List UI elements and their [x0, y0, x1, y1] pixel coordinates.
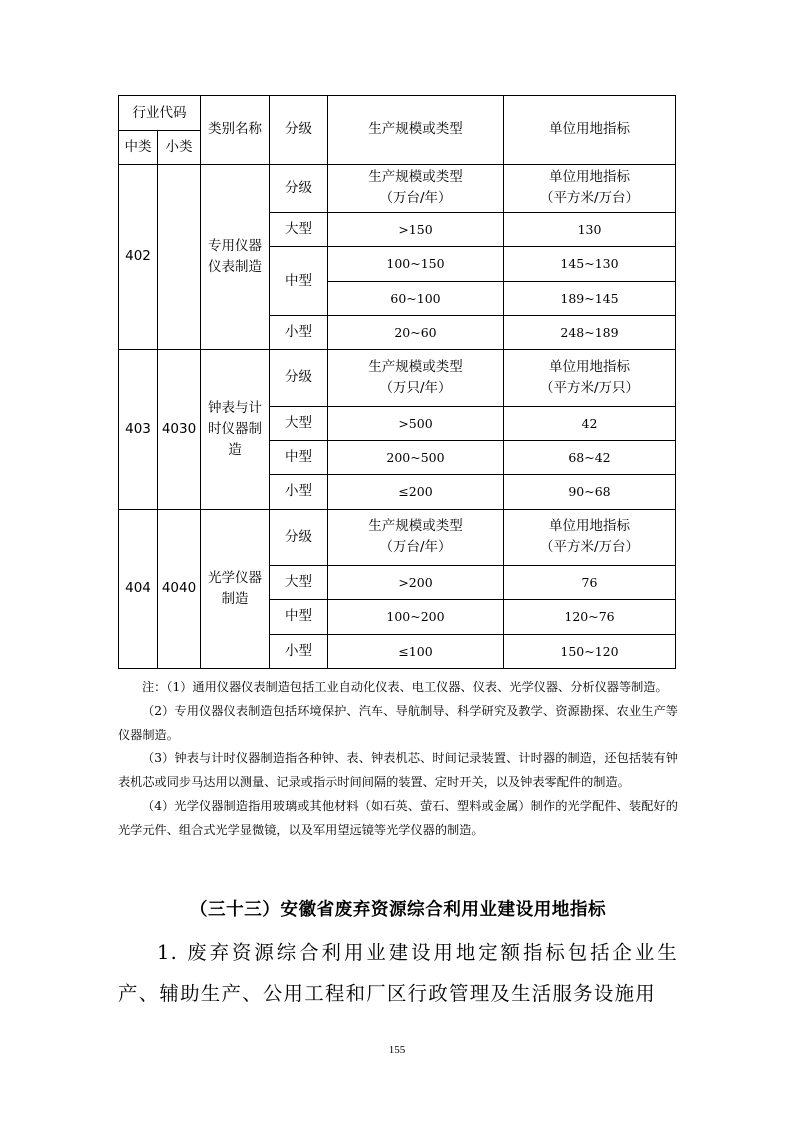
sub-header-index: 单位用地指标 （平方米/万只）	[504, 350, 676, 406]
scale-cell: >150	[328, 213, 504, 247]
scale-cell: 100~200	[328, 600, 504, 634]
sub-header-scale: 生产规模或类型 （万只/年）	[328, 350, 504, 406]
note-2: （2）专用仪器仪表制造包括环境保护、汽车、导航制导、科学研究及教学、资源勘探、农业生产等仪器制造。	[118, 703, 678, 742]
section-heading: （三十三）安徽省废弃资源综合利用业建设用地指标	[189, 900, 607, 920]
grade-cell: 中型	[270, 600, 328, 634]
index-cell: 90~68	[504, 475, 676, 509]
header-industry-code: 行业代码	[119, 96, 201, 131]
category-name: 光学仪器制造	[201, 509, 270, 668]
sub-header-index: 单位用地指标 （平方米/万台）	[504, 509, 676, 565]
index-cell: 150~120	[504, 634, 676, 668]
header-middle-class: 中类	[119, 131, 158, 164]
header-scale: 生产规模或类型	[328, 96, 504, 165]
scale-cell: 60~100	[328, 281, 504, 315]
mid-class-code: 403	[119, 350, 158, 509]
sub-header-grade: 分级	[270, 164, 328, 212]
note-3: （3）钟表与计时仪器制造指各种钟、表、钟表机芯、时间记录装置、计时器的制造，还包括装有钟表机芯或同步马达用以测量、记录或指示时间间隔的装置、定时开关，以及钟表零配件的制造。	[118, 751, 678, 790]
index-cell: 68~42	[504, 440, 676, 474]
scale-cell: >500	[328, 406, 504, 440]
small-class-code: 4030	[158, 350, 201, 509]
header-grade: 分级	[270, 96, 328, 165]
mid-class-code: 402	[119, 164, 158, 350]
grade-cell: 小型	[270, 475, 328, 509]
scale-cell: ≤100	[328, 634, 504, 668]
index-cell: 145~130	[504, 247, 676, 281]
scale-cell: ≤200	[328, 475, 504, 509]
page-number: 155	[388, 1044, 406, 1056]
header-small-class: 小类	[158, 131, 201, 164]
body-paragraph: 1. 废弃资源综合利用业建设用地定额指标包括企业生产、辅助生产、公用工程和厂区行政管理及生活服务设施用	[118, 941, 678, 1005]
category-name: 专用仪器仪表制造	[201, 164, 270, 350]
note-1: 注：（1）通用仪器仪表制造包括工业自动化仪表、电工仪器、仪表、光学仪器、分析仪器等制造。	[142, 680, 668, 694]
mid-class-code: 404	[119, 509, 158, 668]
sub-header-scale: 生产规模或类型 （万台/年）	[328, 509, 504, 565]
grade-cell: 大型	[270, 213, 328, 247]
index-cell: 42	[504, 406, 676, 440]
grade-cell: 大型	[270, 566, 328, 600]
index-cell: 189~145	[504, 281, 676, 315]
scale-cell: 200~500	[328, 440, 504, 474]
header-index: 单位用地指标	[504, 96, 676, 165]
index-cell: 120~76	[504, 600, 676, 634]
grade-cell: 中型	[270, 440, 328, 474]
small-class-code: 4040	[158, 509, 201, 668]
grade-cell: 中型	[270, 247, 328, 316]
index-cell: 76	[504, 566, 676, 600]
small-class-code	[158, 164, 201, 350]
index-cell: 130	[504, 213, 676, 247]
header-category-name: 类别名称	[201, 96, 270, 165]
land-use-index-table	[118, 95, 676, 669]
sub-header-grade: 分级	[270, 350, 328, 406]
scale-cell: >200	[328, 566, 504, 600]
scale-cell: 20~60	[328, 315, 504, 349]
note-4: （4）光学仪器制造指用玻璃或其他材料（如石英、萤石、塑料或金属）制作的光学配件、装配好的光学元件、组合式光学显微镜，以及军用望远镜等光学仪器的制造。	[118, 798, 678, 837]
scale-cell: 100~150	[328, 247, 504, 281]
sub-header-index: 单位用地指标 （平方米/万台）	[504, 164, 676, 212]
table-notes	[118, 676, 678, 843]
grade-cell: 大型	[270, 406, 328, 440]
category-name: 钟表与计时仪器制造	[201, 350, 270, 509]
grade-cell: 小型	[270, 634, 328, 668]
sub-header-grade: 分级	[270, 509, 328, 565]
grade-cell: 小型	[270, 315, 328, 349]
index-cell: 248~189	[504, 315, 676, 349]
sub-header-scale: 生产规模或类型 （万台/年）	[328, 164, 504, 212]
